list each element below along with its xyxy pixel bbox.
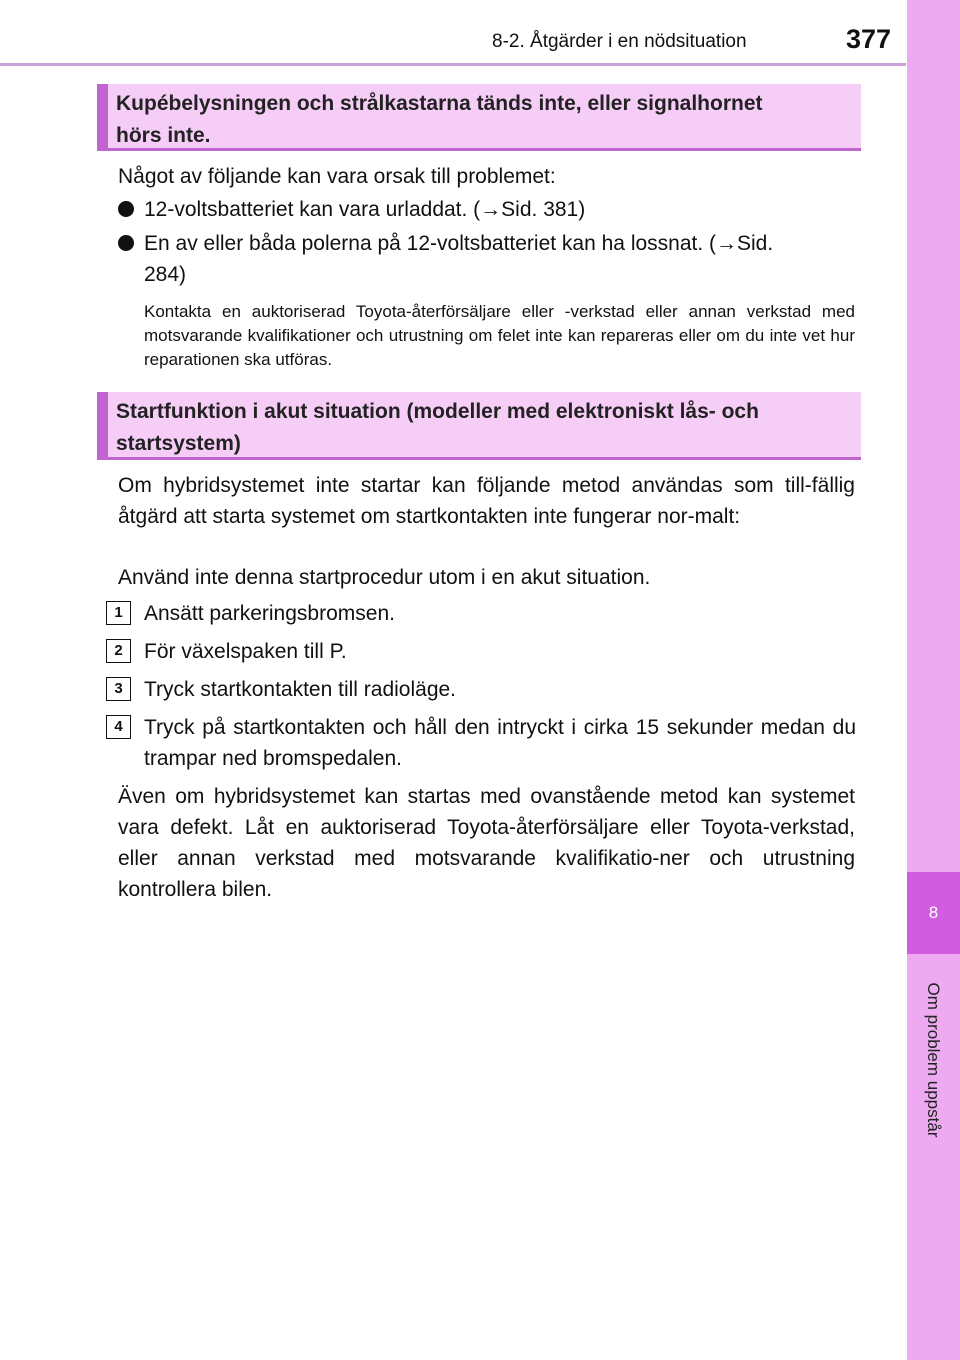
intro-paragraph: Något av följande kan vara orsak till problemet: bbox=[118, 165, 556, 188]
step-number-badge: 4 bbox=[106, 715, 131, 739]
chapter-title: Om problem uppstår bbox=[924, 982, 943, 1138]
warning-text: Använd inte denna startprocedur utom i en akut situation. bbox=[118, 566, 651, 589]
bullet-item bbox=[118, 228, 798, 290]
header-divider bbox=[0, 63, 906, 66]
step-text: Ansätt parkeringsbromsen. bbox=[144, 602, 395, 625]
bullet-text: 12-voltsbatteriet kan vara urladdat. (→Sid. 381) bbox=[144, 198, 586, 221]
heading-line: hörs inte. bbox=[116, 124, 211, 147]
heading-line: Startfunktion i akut situation (modeller med elektroniskt lås- och bbox=[116, 400, 759, 423]
bullet-dot-icon bbox=[118, 235, 134, 251]
heading-line: startsystem) bbox=[116, 432, 241, 455]
bullet-text: En av eller båda polerna på 12-voltsbatteriet kan ha lossnat. (→Sid. 284) bbox=[144, 232, 774, 286]
step-number-badge: 3 bbox=[106, 677, 131, 701]
step-text: Tryck startkontakten till radioläge. bbox=[144, 678, 457, 701]
step-item bbox=[106, 712, 856, 774]
chapter-number: 8 bbox=[907, 872, 960, 954]
heading-line: Kupébelysningen och strålkastarna tänds inte, eller signalhornet bbox=[116, 92, 763, 115]
step-text: Tryck på startkontakten och håll den intryckt i cirka 15 sekunder medan du trampar ned bromspedalen. bbox=[144, 716, 856, 770]
section-heading-lights bbox=[97, 84, 861, 151]
page-number: 377 bbox=[846, 24, 892, 54]
step-number-badge: 1 bbox=[106, 601, 131, 625]
section-title: 8-2. Åtgärder i en nödsituation bbox=[492, 31, 747, 52]
chapter-side-tab bbox=[907, 0, 960, 1360]
closing-paragraph: Även om hybridsystemet kan startas med ovanstående metod kan systemet vara defekt. Låt en auktoriserad Toyota-återförsäljare eller Toyota-verkstad, eller annan verkstad med motsvarande kvalifikatio-ner och utrustning kontrollera bilen. bbox=[118, 785, 855, 901]
intro-paragraph: Om hybridsystemet inte startar kan följande metod användas som till-fällig åtgärd att starta systemet om startkontakten inte fungerar nor-malt: bbox=[118, 474, 855, 528]
step-item bbox=[106, 598, 856, 629]
service-note: Kontakta en auktoriserad Toyota-återförsäljare eller -verkstad eller annan verkstad med motsvarande kvalifikationer och utrustning om felet inte kan repareras eller om du inte vet hur reparationen ska utföras. bbox=[144, 302, 855, 369]
bullet-dot-icon bbox=[118, 201, 134, 217]
step-item bbox=[106, 674, 856, 705]
step-item bbox=[106, 636, 856, 667]
step-text: För växelspaken till P. bbox=[144, 640, 347, 663]
section-heading-emergency-start bbox=[97, 392, 861, 460]
bullet-item bbox=[118, 194, 858, 225]
step-number-badge: 2 bbox=[106, 639, 131, 663]
